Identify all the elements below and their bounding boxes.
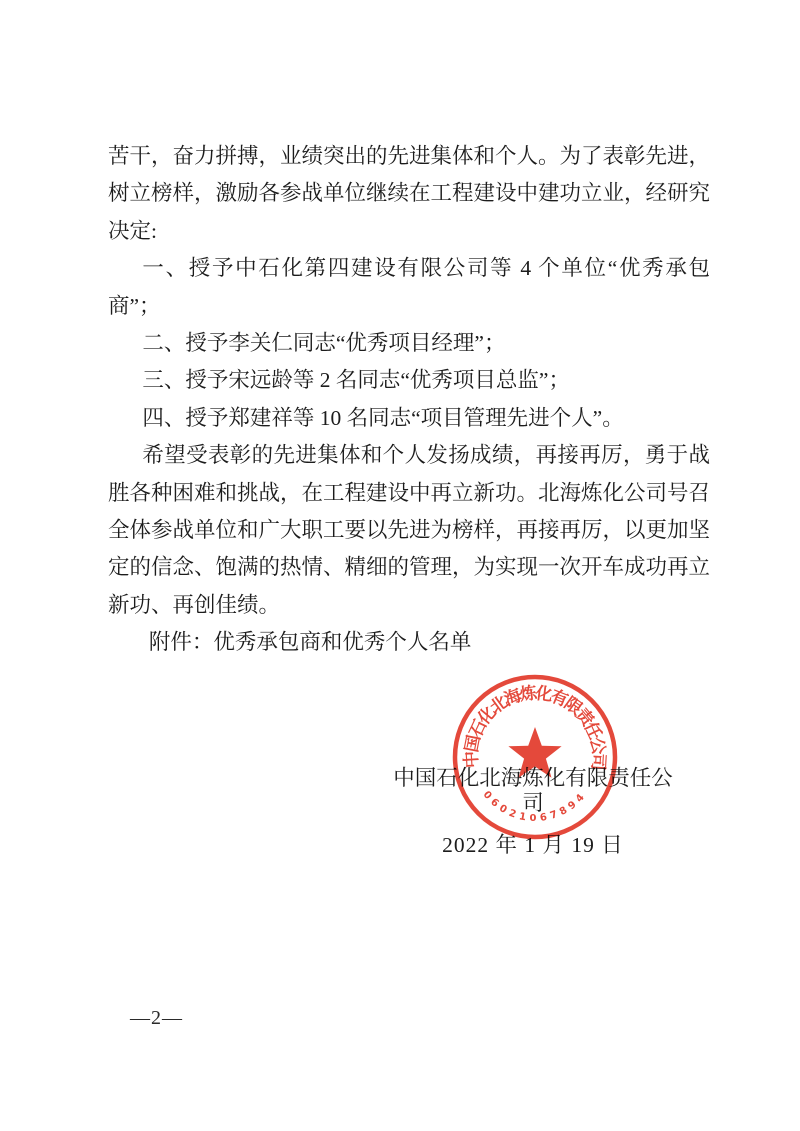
paragraph-continued: 苦干，奋力拼搏，业绩突出的先进集体和个人。为了表彰先进，树立榜样，激励各参战单位继续在工程建设中建功立业，经研究决定:	[108, 144, 711, 243]
sign-date: 2022 年 1 月 19 日	[442, 833, 624, 857]
resolution-item-2: 二、授予李关仁同志“优秀项目经理”；	[142, 331, 506, 356]
page-number: —2—	[130, 1007, 183, 1029]
signer-name: 中国石化北海炼化有限责任公司	[393, 766, 673, 815]
attachment-line: 附件：优秀承包商和优秀个人名单	[148, 630, 472, 655]
official-seal	[450, 672, 620, 842]
seal-code-text: 06021067894	[480, 789, 590, 824]
resolution-item-3: 三、授予宋远龄等 2 名同志“优秀项目总监”；	[142, 368, 570, 393]
document-body	[108, 138, 710, 662]
closing-paragraph: 希望受表彰的先进集体和个人发扬成绩，再接再厉，勇于战胜各种困难和挑战，在工程建设中再立新功。北海炼化公司号召全体参战单位和广大职工要以先进为榜样，再接再厉，以更加坚定的信念、饱满的热情、精细的管理，为实现一次开车成功再立新功、再创佳绩。	[108, 443, 711, 617]
resolution-item-1: 一、授予中石化第四建设有限公司等 4 个单位“优秀承包商”；	[108, 256, 710, 318]
seal-company-arc-text: 中国石化北海炼化有限责任公司	[461, 683, 609, 769]
resolution-item-4: 四、授予郑建祥等 10 名同志“项目管理先进个人”。	[142, 405, 624, 430]
red-star-icon	[508, 727, 561, 778]
